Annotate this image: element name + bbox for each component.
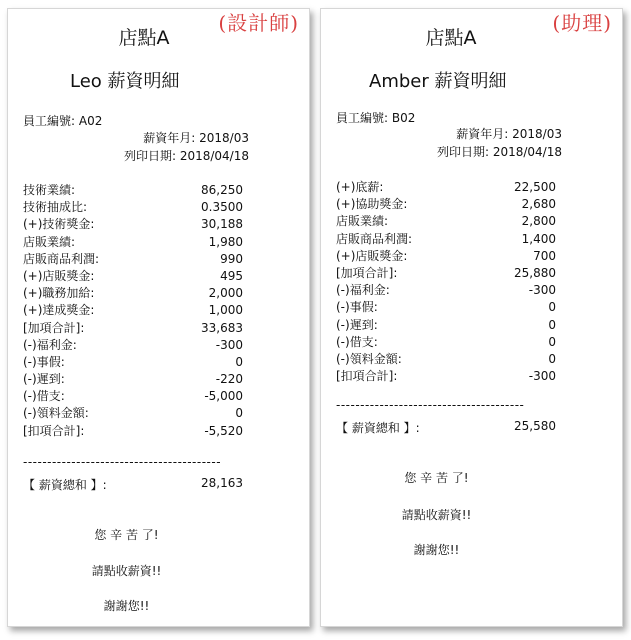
pay-item-row (23, 388, 243, 405)
pay-item-label: (-)事假: (23, 354, 65, 369)
pay-item-row (336, 317, 556, 334)
pay-item-row (336, 299, 556, 316)
pay-item-value: 0.3500 (201, 200, 243, 215)
pay-item-value: 25,880 (514, 265, 556, 280)
pay-item-value: 0 (548, 334, 556, 349)
pay-item-label: 店販業績: (336, 214, 389, 229)
total-row (23, 476, 243, 493)
pay-item-label: (-)福利金: (23, 337, 77, 352)
pay-item-value: 1,000 (208, 303, 243, 318)
pay-item-value: 2,680 (521, 197, 556, 212)
pay-item-label: 技術抽成比: (23, 200, 88, 215)
pay-item-label: (+)職務加給: (23, 286, 95, 301)
pay-item-label: (-)領料金額: (23, 406, 89, 421)
pay-item-row (23, 320, 243, 337)
pay-item-row (23, 371, 243, 388)
pay-item-row (23, 423, 243, 440)
pay-item-label: (-)遲到: (23, 372, 65, 387)
pay-items-list (23, 182, 243, 440)
print-date: 列印日期: 2018/04/18 (123, 149, 249, 163)
pay-item-row (23, 405, 243, 422)
pay-item-row (23, 268, 243, 285)
pay-item-row (336, 213, 556, 230)
pay-item-value: 30,188 (201, 217, 243, 232)
pay-item-value: 33,683 (201, 320, 243, 335)
pay-item-label: (+)店販獎金: (336, 248, 408, 263)
divider-line: --------------------------------------- (336, 398, 525, 412)
slip-title: Leo 薪資明細 (70, 71, 180, 92)
pay-month: 薪資年月: 2018/03 (143, 131, 249, 145)
pay-item-value: -300 (528, 369, 556, 384)
pay-item-value: 0 (548, 351, 556, 366)
pay-item-value: -300 (528, 283, 556, 298)
payslip-amber (320, 8, 623, 627)
pay-item-row (336, 265, 556, 282)
pay-item-row (336, 179, 556, 196)
pay-item-value: 0 (235, 406, 243, 421)
pay-item-label: (-)領料金額: (336, 351, 402, 366)
pay-item-label: 店販業績: (23, 234, 76, 249)
pay-item-value: 1,980 (208, 234, 243, 249)
pay-item-row (23, 216, 243, 233)
pay-item-label: (+)店販獎金: (23, 268, 95, 283)
pay-item-row (23, 251, 243, 268)
slip-meta (437, 125, 562, 161)
pay-item-value: 86,250 (201, 183, 243, 197)
pay-item-value: 700 (533, 248, 556, 263)
pay-item-label: 技術業績: (23, 183, 76, 197)
pay-item-row (336, 368, 556, 385)
employee-id: 員工編號: A02 (23, 114, 103, 128)
pay-item-label: (-)福利金: (336, 283, 390, 298)
total-label: 【 薪資總和 】: (23, 478, 107, 492)
pay-item-value: 1,400 (521, 231, 556, 246)
total-value: 25,580 (514, 419, 556, 433)
pay-item-value: -300 (215, 337, 243, 352)
pay-item-value: 0 (548, 317, 556, 332)
pay-item-label: (+)協助獎金: (336, 197, 408, 212)
pay-item-label: (-)事假: (336, 300, 378, 315)
receive-message: 請點收薪資!! (91, 564, 162, 578)
pay-item-value: -5,000 (204, 389, 243, 404)
employee-id: 員工編號: B02 (336, 111, 416, 125)
thanks-message: 您 辛 苦 了! (404, 471, 469, 485)
pay-item-row (336, 282, 556, 299)
receive-message: 請點收薪資!! (401, 508, 472, 522)
pay-item-value: -220 (215, 372, 243, 387)
pay-item-value: 990 (220, 251, 243, 266)
thanks-message: 您 辛 苦 了! (94, 528, 159, 542)
pay-item-value: 0 (548, 300, 556, 315)
pay-item-label: (+)達成獎金: (23, 303, 95, 318)
slip-meta (124, 129, 249, 165)
pay-item-label: (-)借支: (336, 334, 378, 349)
pay-item-label: (+)技術獎金: (23, 217, 95, 232)
role-label: (設計師) (218, 11, 299, 35)
pay-item-row (336, 351, 556, 368)
pay-item-value: -5,520 (204, 423, 243, 438)
print-date: 列印日期: 2018/04/18 (436, 145, 562, 159)
pay-item-value: 2,800 (521, 214, 556, 229)
pay-item-label: (-)借支: (23, 389, 65, 404)
pay-item-label: 店販商品利潤: (336, 231, 413, 246)
store-name: 店點A (118, 27, 170, 49)
pay-item-row (23, 302, 243, 319)
divider-line: ----------------------------------------- (23, 455, 222, 469)
thank-you-message: 謝謝您!! (103, 599, 150, 613)
pay-item-row (336, 231, 556, 248)
pay-month: 薪資年月: 2018/03 (456, 127, 562, 141)
pay-item-label: [扣項合計]: (336, 369, 398, 384)
pay-item-label: 店販商品利潤: (23, 251, 100, 266)
thank-you-message: 謝謝您!! (413, 543, 460, 557)
pay-item-value: 2,000 (208, 286, 243, 301)
pay-items-list (336, 179, 556, 385)
pay-item-row (23, 199, 243, 216)
pay-item-row (23, 337, 243, 354)
pay-item-label: (+)底薪: (336, 180, 384, 194)
role-label: (助理) (552, 11, 612, 35)
pay-item-value: 22,500 (514, 180, 556, 194)
pay-item-row (23, 182, 243, 199)
pay-item-row (23, 285, 243, 302)
pay-item-row (336, 196, 556, 213)
total-label: 【 薪資總和 】: (336, 421, 420, 435)
slip-title: Amber 薪資明細 (369, 71, 507, 92)
pay-item-label: [加項合計]: (336, 265, 398, 280)
total-row (336, 419, 556, 436)
pay-item-label: (-)遲到: (336, 317, 378, 332)
total-value: 28,163 (201, 476, 243, 490)
pay-item-row (336, 334, 556, 351)
pay-item-row (23, 354, 243, 371)
pay-item-label: [扣項合計]: (23, 423, 85, 438)
pay-item-value: 495 (220, 268, 243, 283)
pay-item-row (23, 234, 243, 251)
pay-item-value: 0 (235, 354, 243, 369)
pay-item-label: [加項合計]: (23, 320, 85, 335)
pay-item-row (336, 248, 556, 265)
store-name: 店點A (425, 27, 477, 49)
payslip-leo (7, 8, 310, 627)
